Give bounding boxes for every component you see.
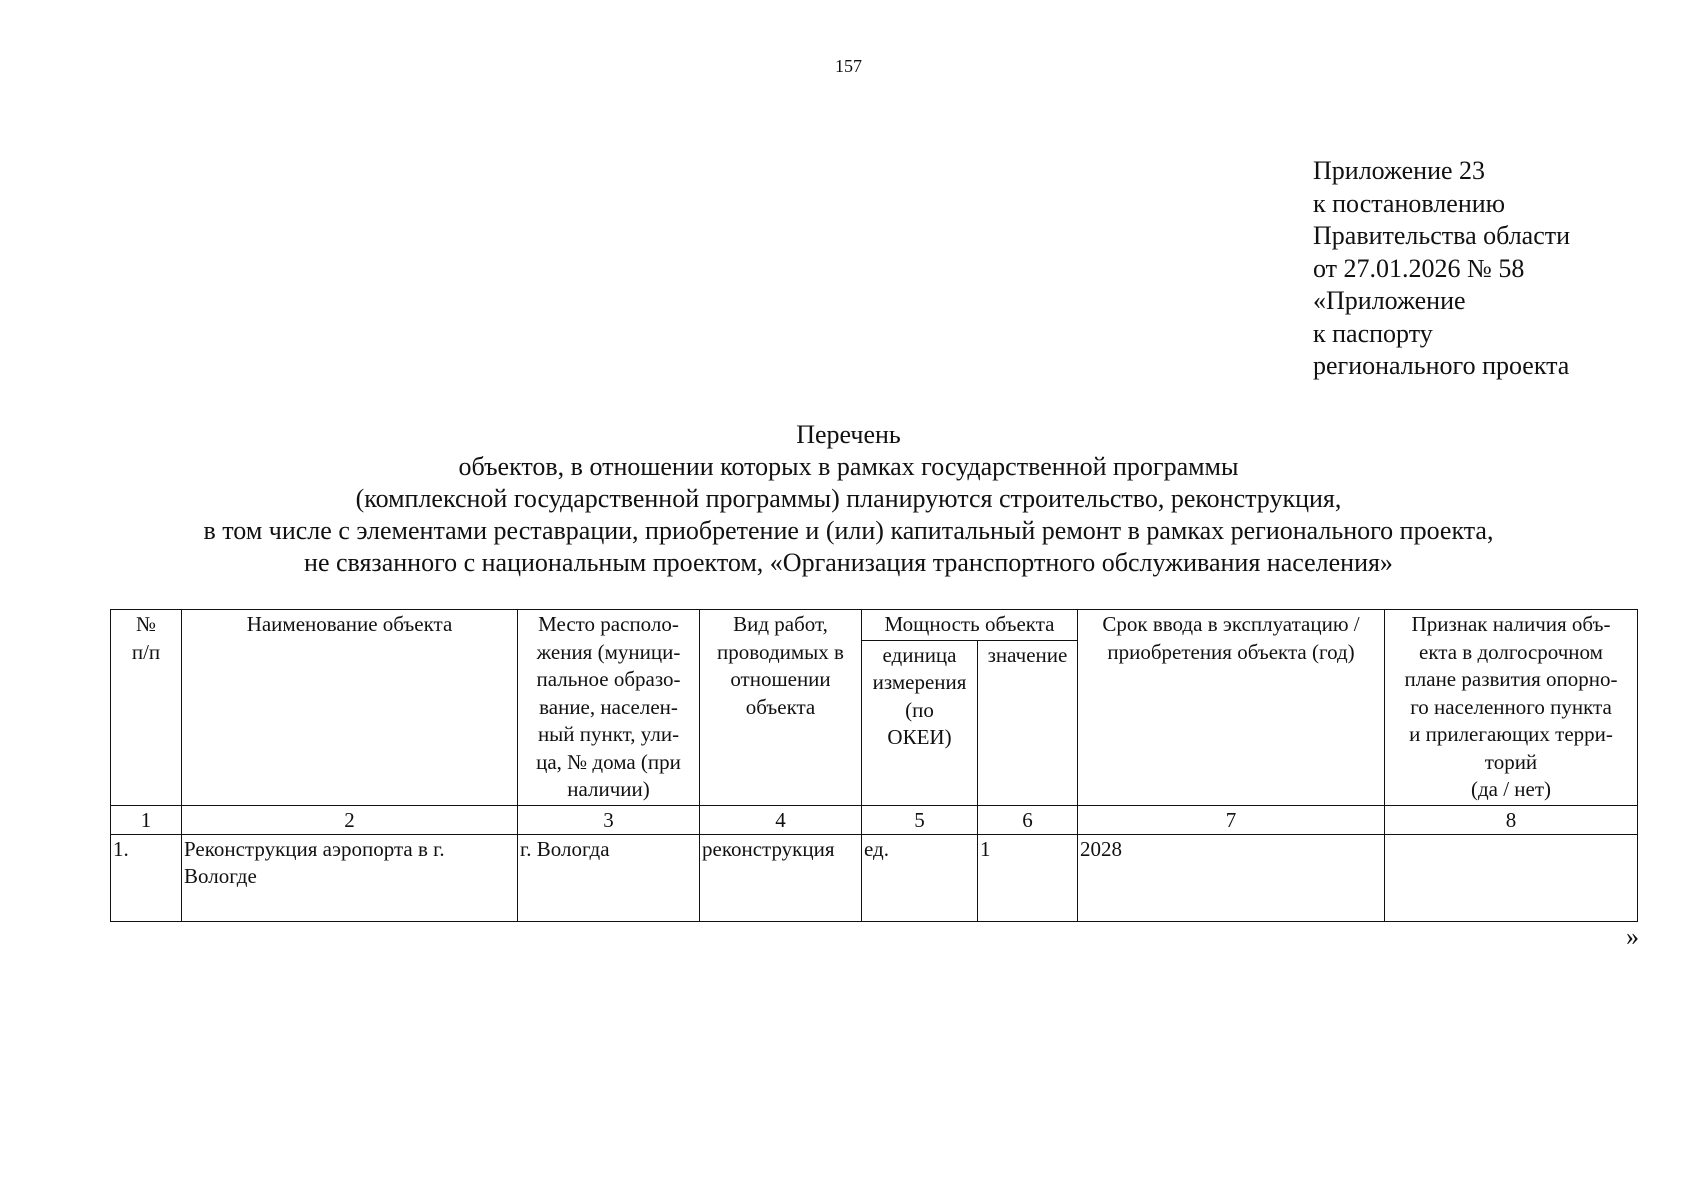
title-line: в том числе с элементами реставрации, приобретение и (или) капитальный ремонт в рамках регионального проекта,	[203, 516, 1494, 545]
cell-location: г. Вологда	[518, 834, 700, 921]
appendix-line: от 27.01.2026 № 58	[1313, 253, 1525, 283]
closing-quote: »	[1626, 922, 1639, 951]
cell-num: 1.	[111, 834, 182, 921]
column-numbers-row	[111, 805, 1638, 834]
title-line: (комплексной государственной программы) планируются строительство, реконструкция,	[355, 484, 1342, 513]
cell-work-type: реконструкция	[700, 834, 862, 921]
header-name: Наименование объекта	[182, 610, 518, 806]
title-line: объектов, в отношении которых в рамках государственной программы	[458, 452, 1239, 481]
header-value: значение	[978, 640, 1078, 805]
cell-value: 1	[978, 834, 1078, 921]
cell-unit: ед.	[862, 834, 978, 921]
appendix-line: к паспорту	[1313, 318, 1433, 348]
cell-name: Реконструкция аэропорта в г. Вологде	[182, 834, 518, 921]
objects-table	[110, 609, 1638, 922]
title-line: Перечень	[796, 420, 901, 449]
column-number: 6	[978, 805, 1078, 834]
header-deadline: Срок ввода в эксплуатацию / приобретения объекта (год)	[1078, 610, 1385, 806]
appendix-line: регионального проекта	[1313, 351, 1570, 380]
appendix-line: «Приложение	[1313, 286, 1466, 315]
header-plan-flag: Признак наличия объ- екта в долгосрочном плане развития опорно- го населенного пункта и прилегающих терри- торий (да / нет)	[1385, 610, 1638, 806]
header-unit: единица измерения (по ОКЕИ)	[862, 640, 978, 805]
column-number: 1	[111, 805, 182, 834]
column-number: 2	[182, 805, 518, 834]
appendix-line: Приложение 23	[1313, 156, 1486, 185]
header-work-type: Вид работ, проводимых в отношении объекта	[700, 610, 862, 806]
title-line: не связанного с национальным проектом, «Организация транспортного обслуживания населения»	[304, 548, 1393, 577]
cell-plan-flag	[1385, 834, 1638, 921]
appendix-line: к постановлению	[1313, 188, 1506, 218]
column-number: 5	[862, 805, 978, 834]
header-num: № п/п	[111, 610, 182, 806]
cell-deadline: 2028	[1078, 834, 1385, 921]
header-location: Место располо- жения (муници- пальное образо- вание, населен- ный пункт, ули- ца, № дома (при наличии)	[518, 610, 700, 806]
document-title	[0, 419, 1697, 579]
column-number: 4	[700, 805, 862, 834]
column-number: 8	[1385, 805, 1638, 834]
column-number: 7	[1078, 805, 1385, 834]
table-row	[111, 834, 1638, 921]
header-capacity: Мощность объекта	[862, 610, 1078, 641]
column-number: 3	[518, 805, 700, 834]
page-number: 157	[835, 56, 862, 76]
appendix-header	[1313, 155, 1570, 383]
appendix-line: Правительства области	[1313, 221, 1571, 250]
